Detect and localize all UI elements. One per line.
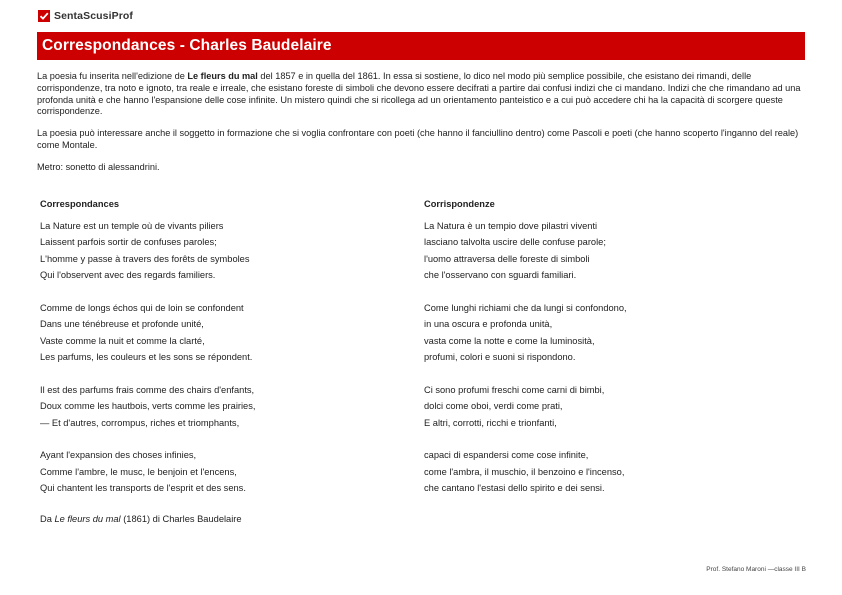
verse-line: capaci di espandersi come cose infinite,: [424, 450, 589, 461]
stanza: [424, 220, 794, 286]
poem-translation-stanzas: [424, 220, 794, 499]
meter-note: Metro: sonetto di alessandrini.: [37, 161, 160, 172]
intro-paragraph-2: La poesia può interessare anche il soggetto in formazione che si voglia confrontare con poeti (che hanno il fanciullino dentro) come Pascoli e poeti (che hanno scoperto l'inganno del reale) come Montale.: [37, 128, 799, 150]
stanza: [424, 302, 794, 368]
verse-line: vasta come la notte e come la luminosità,: [424, 335, 595, 346]
brand-logo: [38, 9, 133, 23]
stanza: [40, 449, 410, 498]
verse-line: Qui l'observent avec des regards familiers.: [40, 270, 216, 281]
verse-line: come l'ambra, il muschio, il benzoino e l'incenso,: [424, 466, 625, 477]
verse-line: La Nature est un temple où de vivants piliers: [40, 221, 224, 231]
verse-line: Qui chantent les transports de l'esprit et des sens.: [40, 483, 246, 494]
verse-line: Comme l'ambre, le musc, le benjoin et l'encens,: [40, 466, 237, 477]
intro-p1-work-title: Le fleurs du mal: [187, 71, 258, 81]
verse-line: Doux comme les hautbois, verts comme les prairies,: [40, 401, 256, 412]
stanza: [40, 384, 410, 433]
verse-line: Ci sono profumi freschi come carni di bimbi,: [424, 384, 605, 395]
verse-line: Come lunghi richiami che da lungi si confondono,: [424, 302, 627, 313]
stanza: [424, 384, 794, 433]
brand-name: SentaScusiProf: [54, 10, 134, 22]
stanza: [40, 220, 410, 286]
verse-line: Les parfums, les couleurs et les sons se répondent.: [40, 352, 253, 363]
verse-line: Il est des parfums frais comme des chairs d'enfants,: [40, 384, 255, 395]
source-prefix: Da: [40, 514, 55, 524]
verse-line: Laissent parfois sortir de confuses paroles;: [40, 237, 217, 248]
verse-line: — Et d'autres, corrompus, riches et triomphants,: [40, 417, 240, 428]
stanza: [40, 302, 410, 368]
page-title: Correspondances - Charles Baudelaire: [42, 37, 332, 54]
verse-line: che l'osservano con sguardi familiari.: [424, 270, 577, 281]
verse-line: La Natura è un tempio dove pilastri viventi: [424, 221, 598, 231]
source-citation: [40, 514, 242, 524]
verse-line: Ayant l'expansion des choses infinies,: [40, 450, 197, 461]
intro-p1-after: del 1857 e in quella del 1861. In essa si sostiene, lo dico nel modo più semplice possibile, che esistano dei rimandi, delle corrispondenze, tra noto e ignoto, tra reale e irreale, che esistano foreste di simboli che devono essere decifrati a partire dai confusi indizi che ci mandano. Indizi che che rimandano ad una profonda unità e che hanno l'espansione delle cose infinite. Un mistero quindi che si ricollega ad un orientamento panteistico e a cui può accedere chi ha la capacità di scorgere queste corrispondenze.: [37, 71, 801, 117]
verse-line: E altri, corrotti, ricchi e trionfanti,: [424, 417, 557, 428]
intro-section: [37, 71, 807, 184]
footer-credit: Prof. Stefano Maroni —classe III B: [706, 566, 806, 573]
verse-line: Dans une ténébreuse et profonde unité,: [40, 319, 204, 330]
verse-line: Comme de longs échos qui de loin se confondent: [40, 302, 244, 313]
verse-line: profumi, colori e suoni si rispondono.: [424, 352, 576, 363]
poem-translation: [424, 198, 794, 515]
intro-paragraph-1: [37, 71, 807, 118]
source-work-title: Le fleurs du mal: [54, 514, 121, 524]
verse-line: che cantano l'estasi dello spirito e dei sensi.: [424, 483, 605, 494]
verse-line: lasciano talvolta uscire delle confuse parole;: [424, 237, 606, 248]
title-banner: [37, 32, 805, 60]
verse-line: Vaste comme la nuit et comme la clarté,: [40, 335, 205, 346]
poem-original-title: Correspondances: [40, 199, 120, 209]
poem-original-stanzas: [40, 220, 410, 499]
verse-line: l'uomo attraversa delle foreste di simboli: [424, 253, 590, 264]
verse-line: in una oscura e profonda unità,: [424, 319, 553, 330]
verse-line: L'homme y passe à travers des forêts de symboles: [40, 253, 250, 264]
source-suffix: (1861) di Charles Baudelaire: [120, 514, 242, 524]
flag-logo-icon: [38, 10, 50, 22]
stanza: [424, 449, 794, 498]
intro-p1-before: La poesia fu inserita nell'edizione de: [37, 71, 188, 81]
poem-original: [40, 198, 410, 515]
poem-translation-title: Corrispondenze: [424, 199, 495, 209]
verse-line: dolci come oboi, verdi come prati,: [424, 401, 563, 412]
